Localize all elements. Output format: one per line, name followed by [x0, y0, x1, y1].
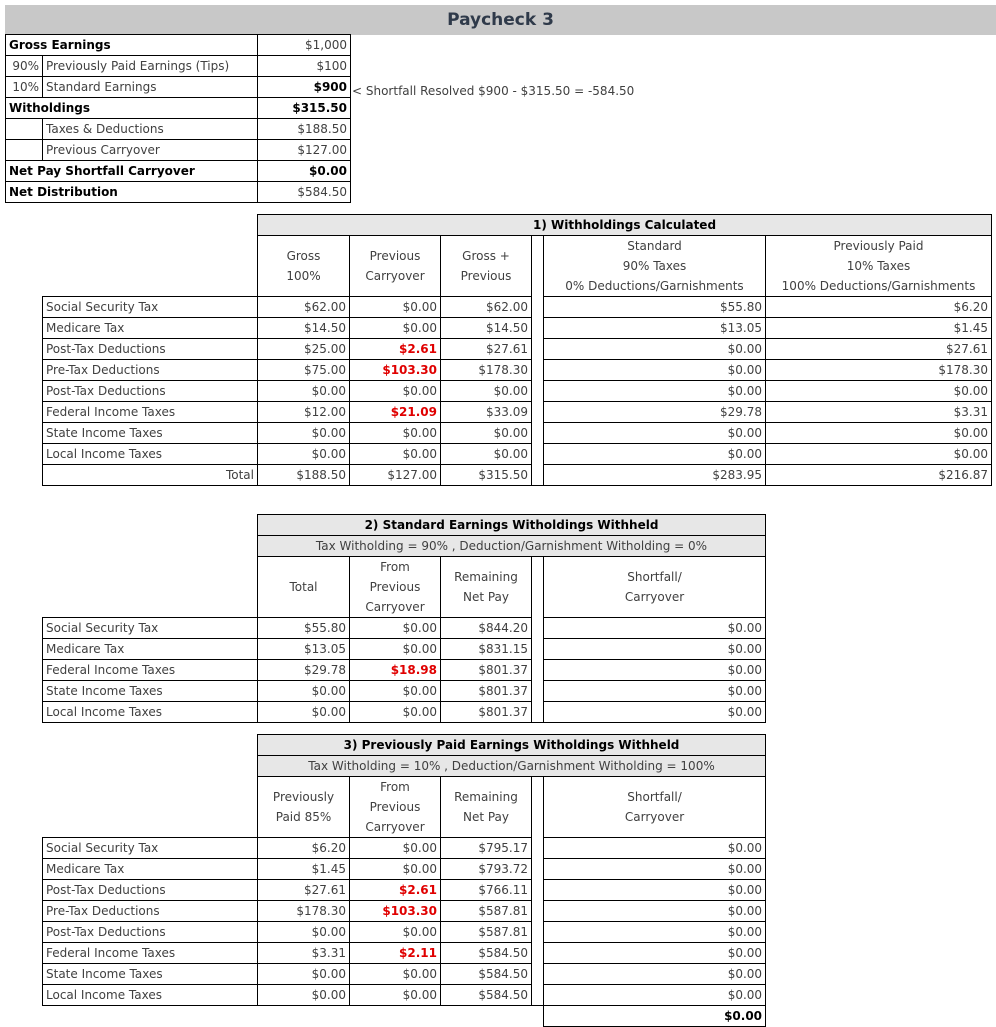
- row-label: Federal Income Taxes: [43, 660, 258, 681]
- prevpaid-value: $0.00: [766, 381, 992, 402]
- gross-value: $0.00: [258, 444, 350, 465]
- blank-cell: [43, 735, 258, 756]
- table-row: [43, 423, 992, 444]
- header-total: [258, 557, 350, 618]
- table-row: [43, 639, 766, 660]
- table-row: [43, 985, 766, 1006]
- prevpaid-value: $27.61: [766, 339, 992, 360]
- remaining-value: $587.81: [441, 922, 532, 943]
- summary-value: $584.50: [258, 182, 351, 203]
- prevpaid-value: $178.30: [766, 360, 992, 381]
- spacer-cell: [532, 660, 544, 681]
- header-line: From: [380, 780, 410, 794]
- standard-value: $0.00: [544, 339, 766, 360]
- spacer-cell: [532, 444, 544, 465]
- spacer-cell: [532, 880, 544, 901]
- row-label: Post-Tax Deductions: [43, 339, 258, 360]
- blank-cell: [43, 536, 258, 557]
- total-label: Total: [43, 465, 258, 486]
- remaining-value: $831.15: [441, 639, 532, 660]
- prev-value: $0.00: [350, 297, 441, 318]
- spacer-cell: [532, 465, 544, 486]
- row-label: Medicare Tax: [43, 639, 258, 660]
- prev-value: $0.00: [350, 423, 441, 444]
- summary-label: Net Pay Shortfall Carryover: [6, 161, 258, 182]
- header-shortfall: [544, 557, 766, 618]
- amount-value: $0.00: [258, 681, 350, 702]
- amount-value: $0.00: [258, 702, 350, 723]
- remaining-value: $801.37: [441, 702, 532, 723]
- summary-pct: [6, 140, 43, 161]
- summary-value: $1,000: [258, 35, 351, 56]
- gross-value: $0.00: [258, 381, 350, 402]
- shortfall-value: $0.00: [544, 618, 766, 639]
- header-remaining: [441, 777, 532, 838]
- gross-value: $0.00: [258, 423, 350, 444]
- gross-value: $12.00: [258, 402, 350, 423]
- table-row: [43, 360, 992, 381]
- shortfall-value: $0.00: [544, 943, 766, 964]
- spacer-cell: [532, 236, 544, 297]
- header-line: 100%: [286, 269, 321, 283]
- prev-value: $0.00: [350, 318, 441, 339]
- summary-row: [6, 77, 351, 98]
- spacer-cell: [532, 402, 544, 423]
- shortfall-value: $0.00: [544, 859, 766, 880]
- t3-subtitle: Tax Witholding = 10% , Deduction/Garnishment Witholding = 100%: [258, 756, 766, 777]
- spacer-cell: [532, 901, 544, 922]
- row-label: Federal Income Taxes: [43, 402, 258, 423]
- amount-value: $3.31: [258, 943, 350, 964]
- header-from-previous: [350, 557, 441, 618]
- prevpaid-value: $1.45: [766, 318, 992, 339]
- header-line: 90% Taxes: [622, 259, 687, 273]
- header-line: Carryover: [365, 269, 425, 283]
- table-row: [43, 444, 992, 465]
- spacer-cell: [532, 859, 544, 880]
- shortfall-value: $0.00: [544, 660, 766, 681]
- from-previous-value: $0.00: [350, 838, 441, 859]
- header-remaining: [441, 557, 532, 618]
- amount-value: $178.30: [258, 901, 350, 922]
- header-line: Net Pay: [462, 810, 510, 824]
- spacer-cell: [532, 922, 544, 943]
- remaining-value: $584.50: [441, 943, 532, 964]
- total-standard: $283.95: [544, 465, 766, 486]
- header-line: Previously: [272, 790, 335, 804]
- from-previous-value: $0.00: [350, 964, 441, 985]
- gross-prev-value: $62.00: [441, 297, 532, 318]
- amount-value: $29.78: [258, 660, 350, 681]
- from-previous-value: $0.00: [350, 702, 441, 723]
- spacer-cell: [532, 423, 544, 444]
- row-label: Local Income Taxes: [43, 985, 258, 1006]
- header-line: Previous: [369, 580, 421, 594]
- header-line: Gross +: [462, 249, 510, 263]
- gross-value: $14.50: [258, 318, 350, 339]
- header-gross-previous: [441, 236, 532, 297]
- gross-value: $25.00: [258, 339, 350, 360]
- from-previous-value: $18.98: [350, 660, 441, 681]
- header-line: 10% Taxes: [846, 259, 911, 273]
- amount-value: $55.80: [258, 618, 350, 639]
- remaining-value: $801.37: [441, 681, 532, 702]
- spacer-cell: [532, 639, 544, 660]
- blank-cell: [350, 1006, 441, 1027]
- header-previously-paid: [766, 236, 992, 297]
- table-row: [43, 964, 766, 985]
- amount-value: $27.61: [258, 880, 350, 901]
- from-previous-value: $0.00: [350, 985, 441, 1006]
- header-pp: [258, 777, 350, 838]
- row-label: Social Security Tax: [43, 297, 258, 318]
- header-line: Shortfall/: [627, 790, 682, 804]
- row-label: Pre-Tax Deductions: [43, 360, 258, 381]
- table-row: [43, 922, 766, 943]
- total-prevpaid: $216.87: [766, 465, 992, 486]
- from-previous-value: $0.00: [350, 639, 441, 660]
- row-label: Post-Tax Deductions: [43, 880, 258, 901]
- t3-title: 3) Previously Paid Earnings Witholdings Withheld: [258, 735, 766, 756]
- withholdings-calculated-table: [42, 214, 992, 486]
- standard-value: $29.78: [544, 402, 766, 423]
- gross-prev-value: $14.50: [441, 318, 532, 339]
- shortfall-value: $0.00: [544, 639, 766, 660]
- row-label: Local Income Taxes: [43, 702, 258, 723]
- row-label: Post-Tax Deductions: [43, 381, 258, 402]
- row-label: Social Security Tax: [43, 618, 258, 639]
- spacer-cell: [532, 339, 544, 360]
- remaining-value: $584.50: [441, 964, 532, 985]
- spacer-cell: [532, 618, 544, 639]
- from-previous-value: $2.11: [350, 943, 441, 964]
- summary-label: Witholdings: [6, 98, 258, 119]
- gross-prev-value: $33.09: [441, 402, 532, 423]
- shortfall-value: $0.00: [544, 880, 766, 901]
- table-row: [43, 702, 766, 723]
- prevpaid-value: $0.00: [766, 423, 992, 444]
- total-gross-prev: $315.50: [441, 465, 532, 486]
- summary-value: $900: [258, 77, 351, 98]
- summary-pct: [6, 119, 43, 140]
- row-label: Social Security Tax: [43, 838, 258, 859]
- header-prev-carryover: [350, 236, 441, 297]
- header-gross: [258, 236, 350, 297]
- total-prev: $127.00: [350, 465, 441, 486]
- spacer-cell: [532, 985, 544, 1006]
- prevpaid-value: $3.31: [766, 402, 992, 423]
- table-row: [43, 381, 992, 402]
- spacer-cell: [532, 838, 544, 859]
- summary-label: Gross Earnings: [6, 35, 258, 56]
- table-row: [43, 681, 766, 702]
- from-previous-value: $2.61: [350, 880, 441, 901]
- row-label: State Income Taxes: [43, 964, 258, 985]
- header-line: Shortfall/: [627, 570, 682, 584]
- summary-row: [6, 98, 351, 119]
- spacer-cell: [532, 681, 544, 702]
- previously-paid-table: [42, 734, 766, 1027]
- shortfall-value: $0.00: [544, 838, 766, 859]
- summary-row: [6, 161, 351, 182]
- prevpaid-value: $0.00: [766, 444, 992, 465]
- summary-row: [6, 119, 351, 140]
- gross-prev-value: $0.00: [441, 444, 532, 465]
- gross-prev-value: $0.00: [441, 423, 532, 444]
- table-row: [43, 618, 766, 639]
- from-previous-value: $0.00: [350, 681, 441, 702]
- header-line: Previous: [369, 249, 421, 263]
- blank-cell: [43, 756, 258, 777]
- remaining-value: $844.20: [441, 618, 532, 639]
- gross-value: $75.00: [258, 360, 350, 381]
- standard-value: $0.00: [544, 423, 766, 444]
- header-line: Carryover: [365, 600, 425, 614]
- amount-value: $6.20: [258, 838, 350, 859]
- t2-title: 2) Standard Earnings Witholdings Withheld: [258, 515, 766, 536]
- blank-cell: [258, 1006, 350, 1027]
- prev-value: $103.30: [350, 360, 441, 381]
- summary-label: Previously Paid Earnings (Tips): [43, 56, 258, 77]
- blank-cell: [441, 1006, 532, 1027]
- row-label: State Income Taxes: [43, 681, 258, 702]
- from-previous-value: $0.00: [350, 618, 441, 639]
- summary-value: $188.50: [258, 119, 351, 140]
- header-line: Previous: [460, 269, 512, 283]
- table-row: [43, 318, 992, 339]
- final-shortfall-total: $0.00: [544, 1006, 766, 1027]
- header-line: Previously Paid: [833, 239, 924, 253]
- summary-value: $315.50: [258, 98, 351, 119]
- summary-row: [6, 140, 351, 161]
- standard-value: $0.00: [544, 360, 766, 381]
- summary-label: Previous Carryover: [43, 140, 258, 161]
- standard-value: $0.00: [544, 381, 766, 402]
- header-line: Remaining: [454, 570, 518, 584]
- spacer-cell: [532, 777, 544, 838]
- row-label: Pre-Tax Deductions: [43, 901, 258, 922]
- summary-label: Standard Earnings: [43, 77, 258, 98]
- prev-value: $0.00: [350, 444, 441, 465]
- header-line: Remaining: [454, 790, 518, 804]
- remaining-value: $584.50: [441, 985, 532, 1006]
- gross-prev-value: $178.30: [441, 360, 532, 381]
- spacer-cell: [532, 943, 544, 964]
- row-label: Federal Income Taxes: [43, 943, 258, 964]
- summary-table: [5, 34, 351, 203]
- gross-prev-value: $27.61: [441, 339, 532, 360]
- blank-cell: [43, 557, 258, 618]
- blank-cell: [43, 515, 258, 536]
- shortfall-value: $0.00: [544, 681, 766, 702]
- header-line: 0% Deductions/Garnishments: [565, 279, 744, 293]
- summary-value: $127.00: [258, 140, 351, 161]
- gross-prev-value: $0.00: [441, 381, 532, 402]
- table-row: [43, 402, 992, 423]
- summary-label: Taxes & Deductions: [43, 119, 258, 140]
- spacer-cell: [532, 297, 544, 318]
- header-line: Total: [289, 580, 318, 594]
- standard-earnings-table: [42, 514, 766, 723]
- summary-row: [6, 182, 351, 203]
- remaining-value: $795.17: [441, 838, 532, 859]
- row-label: Local Income Taxes: [43, 444, 258, 465]
- remaining-value: $587.81: [441, 901, 532, 922]
- t1-title: 1) Withholdings Calculated: [258, 215, 992, 236]
- table-row: [43, 943, 766, 964]
- gross-value: $62.00: [258, 297, 350, 318]
- header-line: From: [380, 560, 410, 574]
- header-line: 100% Deductions/Garnishments: [781, 279, 976, 293]
- header-line: Carryover: [624, 590, 685, 604]
- prev-value: $2.61: [350, 339, 441, 360]
- summary-label: Net Distribution: [6, 182, 258, 203]
- prev-value: $21.09: [350, 402, 441, 423]
- page-title: Paycheck 3: [5, 5, 996, 35]
- blank-cell: [43, 236, 258, 297]
- spacer-cell: [532, 964, 544, 985]
- amount-value: $0.00: [258, 985, 350, 1006]
- header-line: Previous: [369, 800, 421, 814]
- header-from-previous: [350, 777, 441, 838]
- amount-value: $13.05: [258, 639, 350, 660]
- spacer-cell: [532, 360, 544, 381]
- summary-pct: 90%: [6, 56, 43, 77]
- remaining-value: $766.11: [441, 880, 532, 901]
- summary-row: [6, 35, 351, 56]
- row-label: Medicare Tax: [43, 318, 258, 339]
- summary-value: $0.00: [258, 161, 351, 182]
- table-row: [43, 660, 766, 681]
- spacer-cell: [532, 318, 544, 339]
- prev-value: $0.00: [350, 381, 441, 402]
- blank-cell: [532, 1006, 544, 1027]
- from-previous-value: $103.30: [350, 901, 441, 922]
- remaining-value: $793.72: [441, 859, 532, 880]
- table-row: [43, 880, 766, 901]
- from-previous-value: $0.00: [350, 859, 441, 880]
- shortfall-value: $0.00: [544, 964, 766, 985]
- summary-row: [6, 56, 351, 77]
- summary-value: $100: [258, 56, 351, 77]
- header-line: Standard: [627, 239, 682, 253]
- t2-subtitle: Tax Witholding = 90% , Deduction/Garnishment Witholding = 0%: [258, 536, 766, 557]
- spacer-cell: [532, 381, 544, 402]
- header-standard: [544, 236, 766, 297]
- header-shortfall: [544, 777, 766, 838]
- shortfall-value: $0.00: [544, 901, 766, 922]
- table-row: [43, 901, 766, 922]
- header-line: Carryover: [365, 820, 425, 834]
- final-total-row: [43, 1006, 766, 1027]
- table-row: [43, 297, 992, 318]
- standard-value: $55.80: [544, 297, 766, 318]
- prevpaid-value: $6.20: [766, 297, 992, 318]
- standard-value: $0.00: [544, 444, 766, 465]
- amount-value: $0.00: [258, 922, 350, 943]
- amount-value: $1.45: [258, 859, 350, 880]
- standard-value: $13.05: [544, 318, 766, 339]
- summary-pct: 10%: [6, 77, 43, 98]
- table-row: [43, 339, 992, 360]
- header-line: Net Pay: [462, 590, 510, 604]
- table-row: [43, 838, 766, 859]
- row-label: Medicare Tax: [43, 859, 258, 880]
- blank-cell: [43, 215, 258, 236]
- amount-value: $0.00: [258, 964, 350, 985]
- spacer-cell: [532, 557, 544, 618]
- header-line: Carryover: [624, 810, 685, 824]
- from-previous-value: $0.00: [350, 922, 441, 943]
- table-row: [43, 859, 766, 880]
- shortfall-note: < Shortfall Resolved $900 - $315.50 = -584.50: [352, 84, 635, 98]
- total-row: [43, 465, 992, 486]
- row-label: Post-Tax Deductions: [43, 922, 258, 943]
- blank-cell: [43, 777, 258, 838]
- row-label: State Income Taxes: [43, 423, 258, 444]
- header-line: Paid 85%: [275, 810, 332, 824]
- shortfall-value: $0.00: [544, 702, 766, 723]
- blank-cell: [43, 1006, 258, 1027]
- total-gross: $188.50: [258, 465, 350, 486]
- header-line: Gross: [286, 249, 321, 263]
- remaining-value: $801.37: [441, 660, 532, 681]
- spacer-cell: [532, 702, 544, 723]
- shortfall-value: $0.00: [544, 922, 766, 943]
- shortfall-value: $0.00: [544, 985, 766, 1006]
